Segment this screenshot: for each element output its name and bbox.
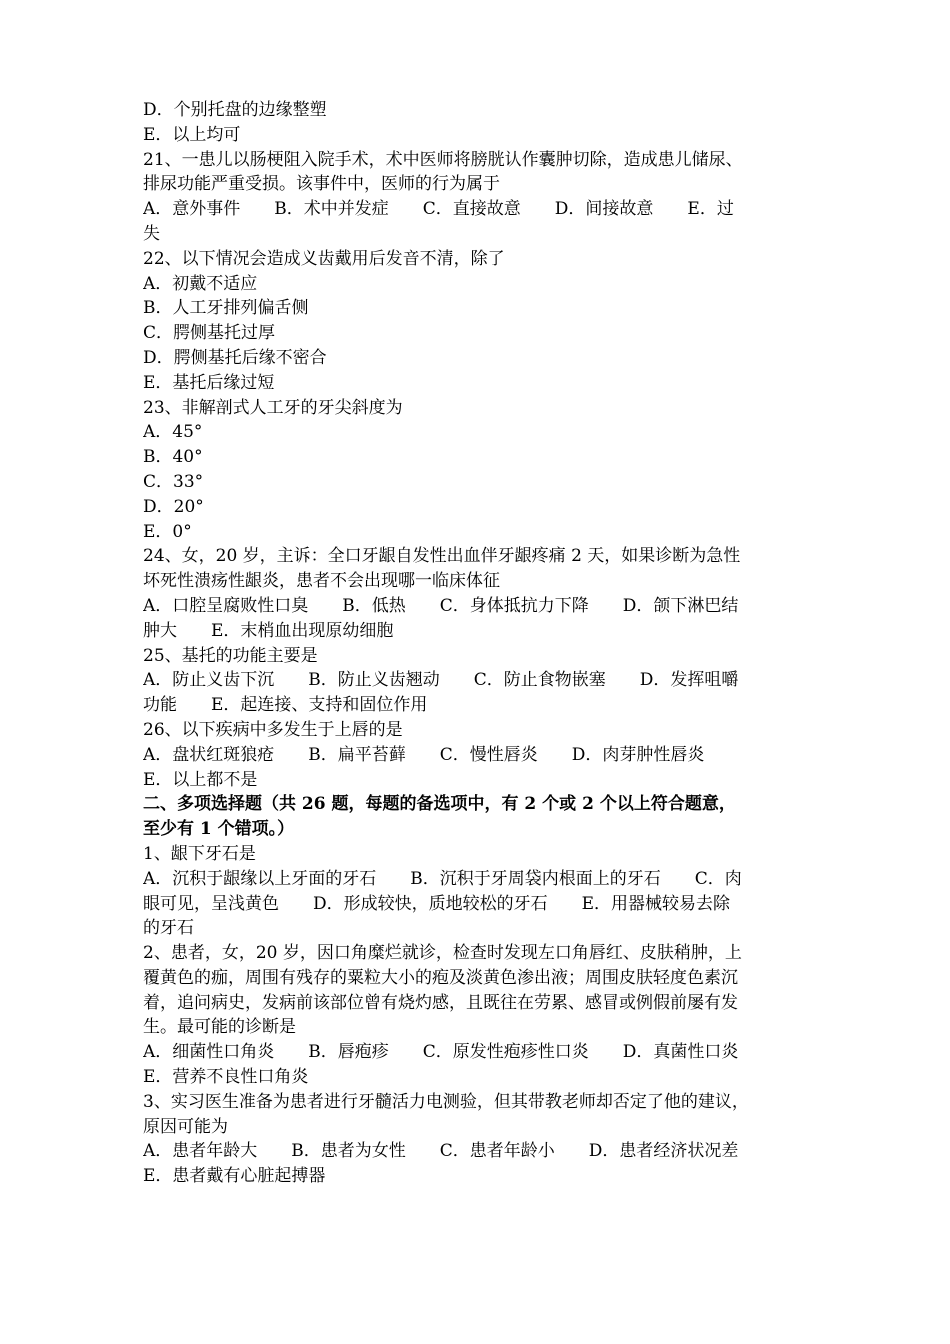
option-line: B．人工牙排列偏舌侧 (143, 298, 309, 319)
option-line: E．以上都不是 (143, 769, 258, 790)
option-line: E．0° (143, 521, 192, 542)
text-line: 失 (143, 223, 160, 244)
question-22: 22、以下情况会造成义齿戴用后发音不清，除了 (143, 248, 505, 269)
options-line: 功能 E．起连接、支持和固位作用 (143, 695, 428, 716)
question-26: 26、以下疾病中多发生于上唇的是 (143, 719, 403, 740)
question-1: 1、龈下牙石是 (143, 843, 256, 864)
text-line: 坏死性溃疡性龈炎，患者不会出现哪一临床体征 (143, 571, 500, 592)
option-line: C．腭侧基托过厚 (143, 323, 276, 344)
section-heading: 二、多项选择题（共 26 题，每题的备选项中，有 2 个或 2 个以上符合题意， (143, 794, 736, 815)
option-line: D．腭侧基托后缘不密合 (143, 347, 327, 368)
options-line: A．盘状红斑狼疮 B．扁平苔藓 C．慢性唇炎 D．肉芽肿性唇炎 (143, 744, 705, 765)
option-line: C．33° (143, 471, 204, 492)
text-line: D．个别托盘的边缘整塑 (143, 100, 327, 120)
option-line: A．45° (143, 422, 203, 443)
question-2: 2、患者，女，20 岁，因口角糜烂就诊，检查时发现左口角唇红、皮肤稍肿，上 (143, 943, 742, 964)
text-line: 排尿功能严重受损。该事件中，医师的行为属于 (143, 174, 500, 195)
option-line: E．营养不良性口角炎 (143, 1067, 309, 1088)
text-line: E．以上均可 (143, 124, 241, 145)
options-line: A．口腔呈腐败性口臭 B．低热 C．身体抵抗力下降 D．颌下淋巴结 (143, 595, 739, 616)
options-line: 的牙石 (143, 918, 194, 939)
options-line: A．细菌性口角炎 B．唇疱疹 C．原发性疱疹性口炎 D．真菌性口炎 (143, 1042, 739, 1063)
option-line: E．患者戴有心脏起搏器 (143, 1166, 326, 1187)
question-21: 21、一患儿以肠梗阻入院手术，术中医师将膀胱认作囊肿切除，造成患儿储尿、 (143, 149, 743, 170)
text-line: 生。最可能的诊断是 (143, 1017, 296, 1038)
section-heading: 至少有 1 个错项。） (143, 819, 295, 840)
options-line: 肿大 E．末梢血出现原幼细胞 (143, 620, 394, 641)
text-line: 着，追问病史，发病前该部位曾有烧灼感，且既往在劳累、感冒或例假前屡有发 (143, 992, 738, 1013)
question-25: 25、基托的功能主要是 (143, 645, 318, 666)
option-line: A．初戴不适应 (143, 273, 258, 294)
option-line: D．20° (143, 496, 204, 517)
options-line: A．防止义齿下沉 B．防止义齿翘动 C．防止食物嵌塞 D．发挥咀嚼 (143, 670, 739, 691)
question-24: 24、女，20 岁，主诉：全口牙龈自发性出血伴牙龈疼痛 2 天，如果诊断为急性 (143, 546, 741, 567)
options-line: A．沉积于龈缘以上牙面的牙石 B．沉积于牙周袋内根面上的牙石 C．肉 (143, 868, 742, 889)
text-line: 覆黄色的痂，周围有残存的粟粒大小的疱及淡黄色渗出液；周围皮肤轻度色素沉 (143, 967, 738, 988)
document-page (143, 98, 813, 1189)
options-line: 眼可见，呈浅黄色 D．形成较快，质地较松的牙石 E．用器械较易去除 (143, 893, 731, 914)
option-line: E．基托后缘过短 (143, 372, 275, 393)
option-line: B．40° (143, 447, 203, 468)
options-line: A．意外事件 B．术中并发症 C．直接故意 D．间接故意 E．过 (143, 199, 734, 220)
text-line: 原因可能为 (143, 1116, 228, 1137)
options-line: A．患者年龄大 B．患者为女性 C．患者年龄小 D．患者经济状况差 (143, 1141, 739, 1162)
question-3: 3、实习医生准备为患者进行牙髓活力电测验，但其带教老师却否定了他的建议， (143, 1091, 749, 1112)
question-23: 23、非解剖式人工牙的牙尖斜度为 (143, 397, 403, 418)
